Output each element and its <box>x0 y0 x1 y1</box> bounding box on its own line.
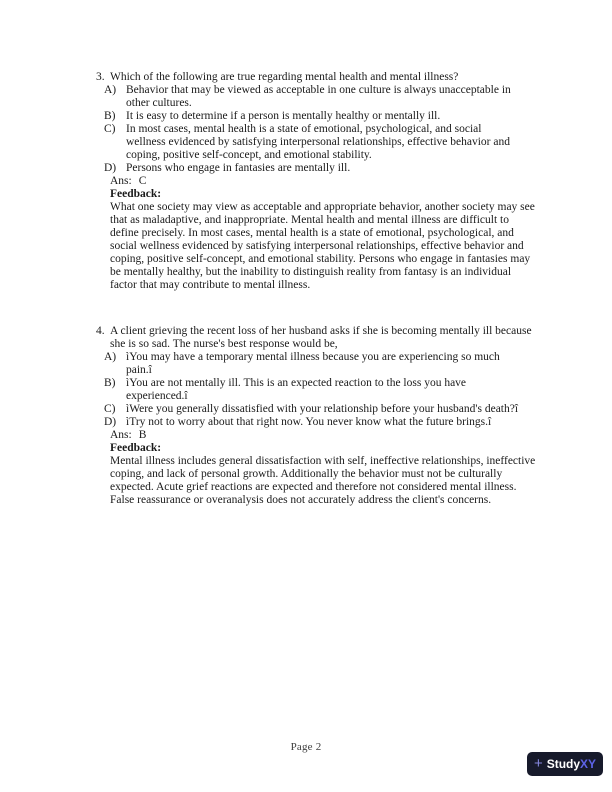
page-content <box>96 71 536 540</box>
feedback-label: Feedback: <box>110 442 162 454</box>
feedback-label: Feedback: <box>110 188 162 200</box>
answer-option <box>96 84 536 110</box>
answer-option <box>96 416 536 429</box>
option-text: Persons who engage in fantasies are mentally ill. <box>126 162 351 174</box>
plus-icon: + <box>533 755 543 772</box>
question-stem <box>96 71 536 84</box>
option-text: Behavior that may be viewed as acceptable in one culture is always unacceptable in other cultures. <box>126 84 511 109</box>
answer-line <box>110 429 536 442</box>
option-text: In most cases, mental health is a state of emotional, psychological, and social wellness evidenced by satisfying interpersonal relationships, effective behavior and coping, positive self-concept, and emotional stability. <box>126 123 510 161</box>
feedback-text: Mental illness includes general dissatisfaction with self, ineffective relationships, ineffective coping, and lack of personal growth. Additionally the behavior must not be culturally expected. Acute grief reactions are expected and therefore not considered mental illness. False reassurance or overanalysis does not accurately address the client's concerns. <box>110 455 536 506</box>
question-block-4 <box>96 325 536 507</box>
option-text: It is easy to determine if a person is mentally healthy or mentally ill. <box>126 110 441 122</box>
brand-name-primary: Study <box>546 757 581 771</box>
option-text: ìYou are not mentally ill. This is an expected reaction to the loss you have experienced.î <box>126 377 467 402</box>
option-letter: B) <box>104 110 116 122</box>
studyxy-badge <box>527 752 603 776</box>
answer-option <box>96 110 536 123</box>
answer-label: Ans: <box>110 175 132 187</box>
option-letter: B) <box>104 377 116 389</box>
question-number: 4. <box>96 325 105 337</box>
question-text: Which of the following are true regarding mental health and mental illness? <box>110 71 459 83</box>
option-letter: A) <box>104 351 117 363</box>
answer-value: C <box>138 175 147 187</box>
answer-option <box>96 162 536 175</box>
option-text: ìTry not to worry about that right now. You never know what the future brings.î <box>126 416 492 428</box>
page-number: Page 2 <box>290 741 322 753</box>
option-letter: D) <box>104 416 117 428</box>
answer-line <box>110 175 536 188</box>
option-text: ìWere you generally dissatisfied with your relationship before your husband's death?î <box>126 403 519 415</box>
question-number: 3. <box>96 71 105 83</box>
question-stem <box>96 325 536 351</box>
option-letter: D) <box>104 162 117 174</box>
brand-name-accent: XY <box>580 757 597 771</box>
answer-value: B <box>138 429 147 441</box>
feedback-text: What one society may view as acceptable and appropriate behavior, another society may see that as maladaptive, and inappropriate. Mental health and mental illness are difficult to define precisely. In most cases, mental health is a state of emotional, psychological, and social wellness evidenced by satisfying interpersonal relationships, effective behavior and coping, positive self-concept, and emotional stability. Persons who engage in fantasies may be mentally healthy, but the inability to distinguish reality from fantasy is an individual factor that may contribute to mental illness. <box>110 201 535 291</box>
question-text: A client grieving the recent loss of her husband asks if she is becoming mentally ill because she is so sad. The nurse's best response would be, <box>110 325 532 350</box>
answer-option <box>96 403 536 416</box>
answer-option <box>96 123 536 162</box>
answer-option <box>96 377 536 403</box>
option-letter: C) <box>104 403 116 415</box>
brand-name <box>547 758 596 770</box>
answer-option <box>96 351 536 377</box>
option-letter: C) <box>104 123 116 135</box>
option-text: ìYou may have a temporary mental illness because you are experiencing so much pain.î <box>126 351 500 376</box>
option-letter: A) <box>104 84 117 96</box>
answer-label: Ans: <box>110 429 132 441</box>
question-block-3 <box>96 71 536 292</box>
